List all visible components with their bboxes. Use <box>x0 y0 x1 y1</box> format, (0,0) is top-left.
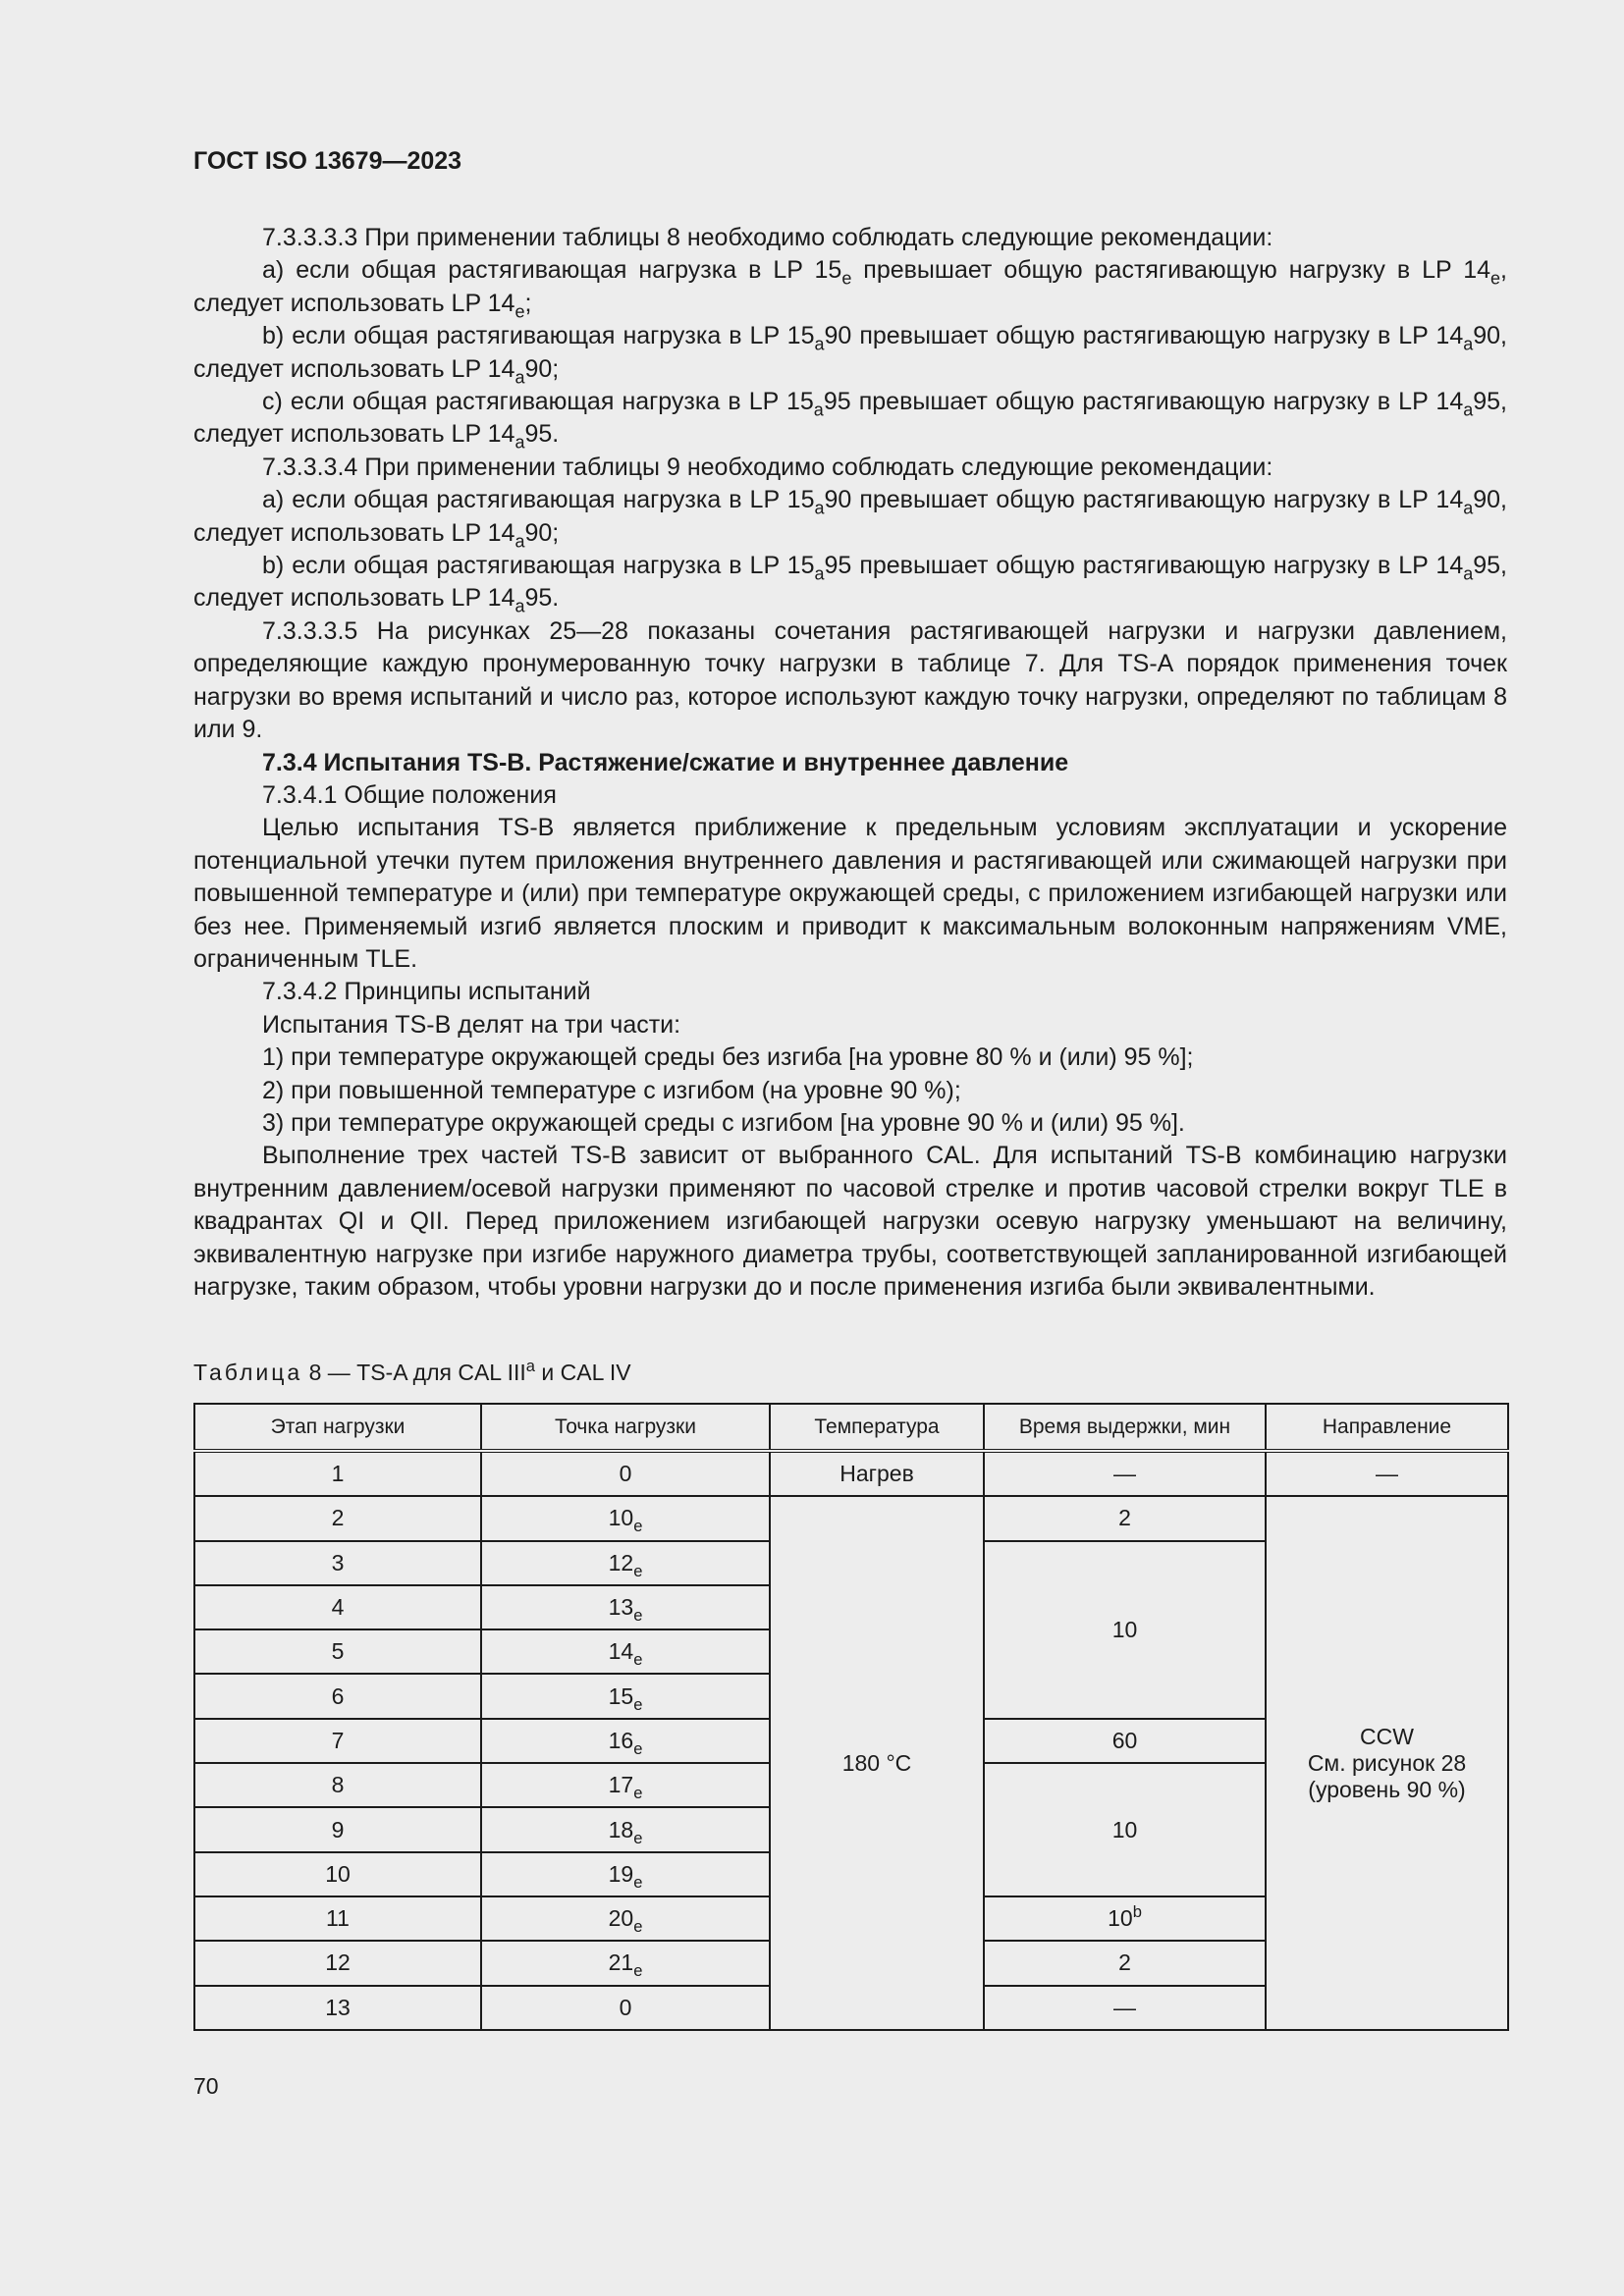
table-header-row <box>194 1404 1508 1451</box>
table-caption <box>193 1356 631 1386</box>
point-cell: $21_e$ <box>481 1941 770 1985</box>
table-row <box>194 1451 1508 1496</box>
page-number: 70 <box>193 2073 219 2099</box>
point-cell: $13_e$ <box>481 1585 770 1629</box>
direction-line: CCW <box>1360 1723 1414 1749</box>
paragraph: a) если общая растягивающая нагрузка в LP $15_e$ превышает общую растягивающую нагрузку в LP $14_e$, следует использовать LP $14_e$; <box>193 256 1507 322</box>
caption-title-end: и CAL IV <box>535 1360 631 1385</box>
header-temperature: Температура <box>770 1404 984 1451</box>
temperature-cell: 180 °C <box>770 1496 984 2030</box>
stage-cell: 2 <box>194 1496 481 1540</box>
stage-cell: 4 <box>194 1585 481 1629</box>
point-cell: $14_e$ <box>481 1629 770 1674</box>
point-cell: 0 <box>481 1986 770 2030</box>
stage-cell: 10 <box>194 1852 481 1896</box>
document-header: ГОСТ ISO 13679—2023 <box>193 147 462 175</box>
caption-title: 8 — TS-A для CAL III <box>302 1360 526 1385</box>
header-hold-time: Время выдержки, мин <box>984 1404 1266 1451</box>
paragraph: 7.3.3.3.3 При применении таблицы 8 необходимо соблюдать следующие рекомендации: <box>262 224 1273 251</box>
point-cell: $12_e$ <box>481 1541 770 1585</box>
stage-cell: 1 <box>194 1451 481 1496</box>
header-point: Точка нагрузки <box>481 1404 770 1451</box>
point-cell: 0 <box>481 1451 770 1496</box>
stage-cell: 13 <box>194 1986 481 2030</box>
hold-time-cell: 10 <box>984 1763 1266 1896</box>
hold-time-cell: 2 <box>984 1941 1266 1985</box>
paragraph: a) если общая растягивающая нагрузка в LP $15_a90$ превышает общую растягивающую нагрузку в LP $14_a90$, следует использовать LP $14_a90$; <box>193 486 1507 551</box>
temperature-cell: Нагрев <box>770 1451 984 1496</box>
direction-line: См. рисунок 28 <box>1307 1749 1467 1776</box>
point-cell: $17_e$ <box>481 1763 770 1807</box>
paragraph: 7.3.3.3.5 На рисунках 25—28 показаны сочетания растягивающей нагрузки и нагрузки давлением, определяющие каждую пронумерованную точку нагрузки в таблице 7. Для TS-A порядок применения точек нагрузки во время испытаний и число раз, которое используют каждую точку нагрузки, определяют по таблицам 8 или 9. <box>193 616 1507 744</box>
direction-cell: — <box>1266 1451 1508 1496</box>
stage-cell: 9 <box>194 1807 481 1851</box>
caption-word: Таблица <box>193 1360 303 1385</box>
direction-line: (уровень 90 %) <box>1308 1776 1466 1802</box>
point-cell: $10_e$ <box>481 1496 770 1540</box>
point-cell: $16_e$ <box>481 1719 770 1763</box>
header-stage: Этап нагрузки <box>194 1404 481 1451</box>
hold-time-cell: — <box>984 1986 1266 2030</box>
hold-time-cell: 10 <box>984 1541 1266 1719</box>
hold-time-cell: — <box>984 1451 1266 1496</box>
paragraph: 7.3.4.2 Принципы испытаний <box>262 978 591 1006</box>
paragraph: Целью испытания TS-B является приближение к предельным условиям эксплуатации и ускорение потенциальной утечки путем приложения внутреннего давления и растягивающей или сжимающей нагрузки при повышенной температуре и (или) при температуре окружающей среды, с приложением изгибающей нагрузки или без нее. Применяемый изгиб является плоским и приводит к максимальным волоконным напряжениям VME, ограниченным TLE. <box>193 814 1507 973</box>
caption-footnote-mark: a <box>525 1356 535 1375</box>
paragraph: 2) при повышенной температуре с изгибом (на уровне 90 %); <box>262 1076 961 1104</box>
stage-cell: 5 <box>194 1629 481 1674</box>
paragraph: 7.3.4.1 Общие положения <box>262 780 557 809</box>
point-cell: $20_e$ <box>481 1896 770 1941</box>
paragraph: b) если общая растягивающая нагрузка в LP $15_a95$ превышает общую растягивающую нагрузку в LP $14_a95$, следует использовать LP $14_a95$. <box>193 552 1507 616</box>
section-heading: 7.3.4 Испытания TS-B. Растяжение/сжатие и внутреннее давление <box>262 748 1069 776</box>
point-cell: $18_e$ <box>481 1807 770 1851</box>
hold-time-cell: 2 <box>984 1496 1266 1540</box>
point-cell: $19_e$ <box>481 1852 770 1896</box>
point-cell: $15_e$ <box>481 1674 770 1718</box>
paragraph: Выполнение трех частей TS-B зависит от выбранного CAL. Для испытаний TS-B комбинацию нагрузки внутренним давлением/осевой нагрузки применяют по часовой стрелке и против часовой стрелки вокруг TLE в квадрантах QI и QII. Перед приложением изгибающей нагрузки осевую нагрузку уменьшают на величину, эквивалентную нагрузке при изгибе наружного диаметра трубы, соответствующей запланированной изгибающей нагрузке, таким образом, чтобы уровни нагрузки до и после применения изгиба были эквивалентными. <box>193 1142 1507 1301</box>
paragraph: 3) при температуре окружающей среды с изгибом [на уровне 90 % и (или) 95 %]. <box>262 1108 1185 1137</box>
stage-cell: 7 <box>194 1719 481 1763</box>
stage-cell: 6 <box>194 1674 481 1718</box>
stage-cell: 11 <box>194 1896 481 1941</box>
table-8 <box>193 1403 1509 2031</box>
stage-cell: 3 <box>194 1541 481 1585</box>
body-text <box>193 222 1507 1304</box>
header-direction: Направление <box>1266 1404 1508 1451</box>
paragraph: b) если общая растягивающая нагрузка в LP $15_a90$ превышает общую растягивающую нагрузку в LP $14_a90$, следует использовать LP $14_a90$; <box>193 322 1507 387</box>
table-row <box>194 1496 1508 1540</box>
paragraph: 1) при температуре окружающей среды без изгиба [на уровне 80 % и (или) 95 %]; <box>262 1043 1194 1072</box>
hold-time-cell: 60 <box>984 1719 1266 1763</box>
direction-cell <box>1266 1496 1508 2030</box>
paragraph: 7.3.3.3.4 При применении таблицы 9 необходимо соблюдать следующие рекомендации: <box>262 453 1273 481</box>
paragraph: Испытания TS-B делят на три части: <box>262 1010 681 1039</box>
stage-cell: 8 <box>194 1763 481 1807</box>
paragraph: c) если общая растягивающая нагрузка в LP $15_a95$ превышает общую растягивающую нагрузку в LP $14_a95$, следует использовать LP $14_a95$. <box>193 388 1507 453</box>
stage-cell: 12 <box>194 1941 481 1985</box>
hold-time-cell: 10$^b$ <box>984 1896 1266 1941</box>
